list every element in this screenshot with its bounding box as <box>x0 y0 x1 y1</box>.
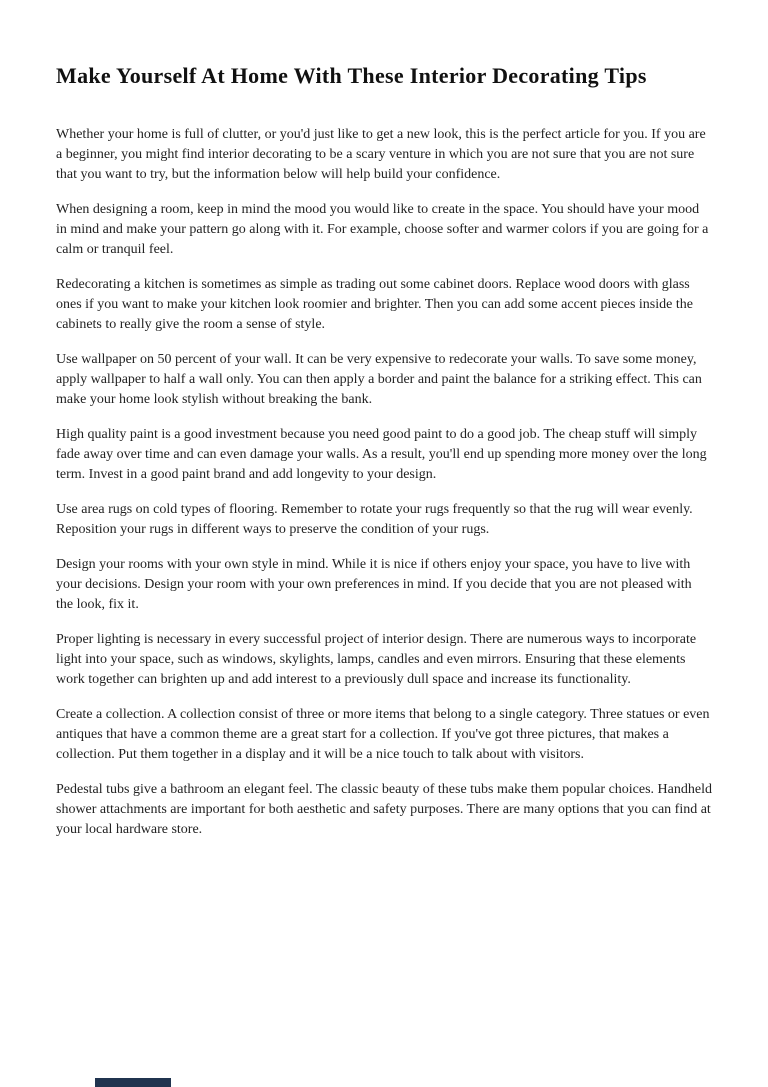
article-body <box>56 125 712 840</box>
bottom-bar-fragment <box>95 1078 171 1087</box>
article-paragraph-8: Proper lighting is necessary in every successful project of interior design. There are numerous ways to incorporate light into your space, such as windows, skylights, lamps, candles and even mirrors. Ensuring that these elements work together can brighten up and add interest to a previously dull space and increase its functionality. <box>56 632 697 687</box>
article-paragraph-1: Whether your home is full of clutter, or you'd just like to get a new look, this is the perfect article for you. If you are a beginner, you might find interior decorating to be a scary venture in which you are not sure that you are not sure that you want to try, but the information below will help build your confidence. <box>56 127 706 182</box>
article-paragraph-10: Pedestal tubs give a bathroom an elegant feel. The classic beauty of these tubs make them popular choices. Handheld shower attachments are important for both aesthetic and safety purposes. There are many options that you can find at your local hardware store. <box>56 782 712 837</box>
article-paragraph-4: Use wallpaper on 50 percent of your wall. It can be very expensive to redecorate your walls. To save some money, apply wallpaper to half a wall only. You can then apply a border and paint the balance for a striking effect. This can make your home look stylish without breaking the bank. <box>56 352 702 407</box>
article-paragraph-7: Design your rooms with your own style in mind. While it is nice if others enjoy your space, you have to live with your decisions. Design your room with your own preferences in mind. If you decide that you are not pleased with the look, fix it. <box>56 557 692 612</box>
article-paragraph-2: When designing a room, keep in mind the mood you would like to create in the space. You should have your mood in mind and make your pattern go along with it. For example, choose softer and warmer colors if you are going for a calm or tranquil feel. <box>56 202 709 257</box>
article-paragraph-9: Create a collection. A collection consist of three or more items that belong to a single category. Three statues or even antiques that have a common theme are a great start for a collection. If you've got three pictures, that makes a collection. Put them together in a display and it will be a nice touch to talk about with visitors. <box>56 707 710 762</box>
page-title: Make Yourself At Home With These Interior Decorating Tips <box>56 63 647 88</box>
article-paragraph-6: Use area rugs on cold types of flooring. Remember to rotate your rugs frequently so that the rug will wear evenly. Reposition your rugs in different ways to preserve the condition of your rugs. <box>56 502 693 537</box>
article-paragraph-3: Redecorating a kitchen is sometimes as simple as trading out some cabinet doors. Replace wood doors with glass ones if you want to make your kitchen look roomier and brighter. Then you can add some accent pieces inside the cabinets to really give the room a sense of style. <box>56 277 693 332</box>
article-paragraph-5: High quality paint is a good investment because you need good paint to do a good job. The cheap stuff will simply fade away over time and can even damage your walls. As a result, you'll end up spending more money over the long term. Invest in a good paint brand and add longevity to your design. <box>56 427 707 482</box>
